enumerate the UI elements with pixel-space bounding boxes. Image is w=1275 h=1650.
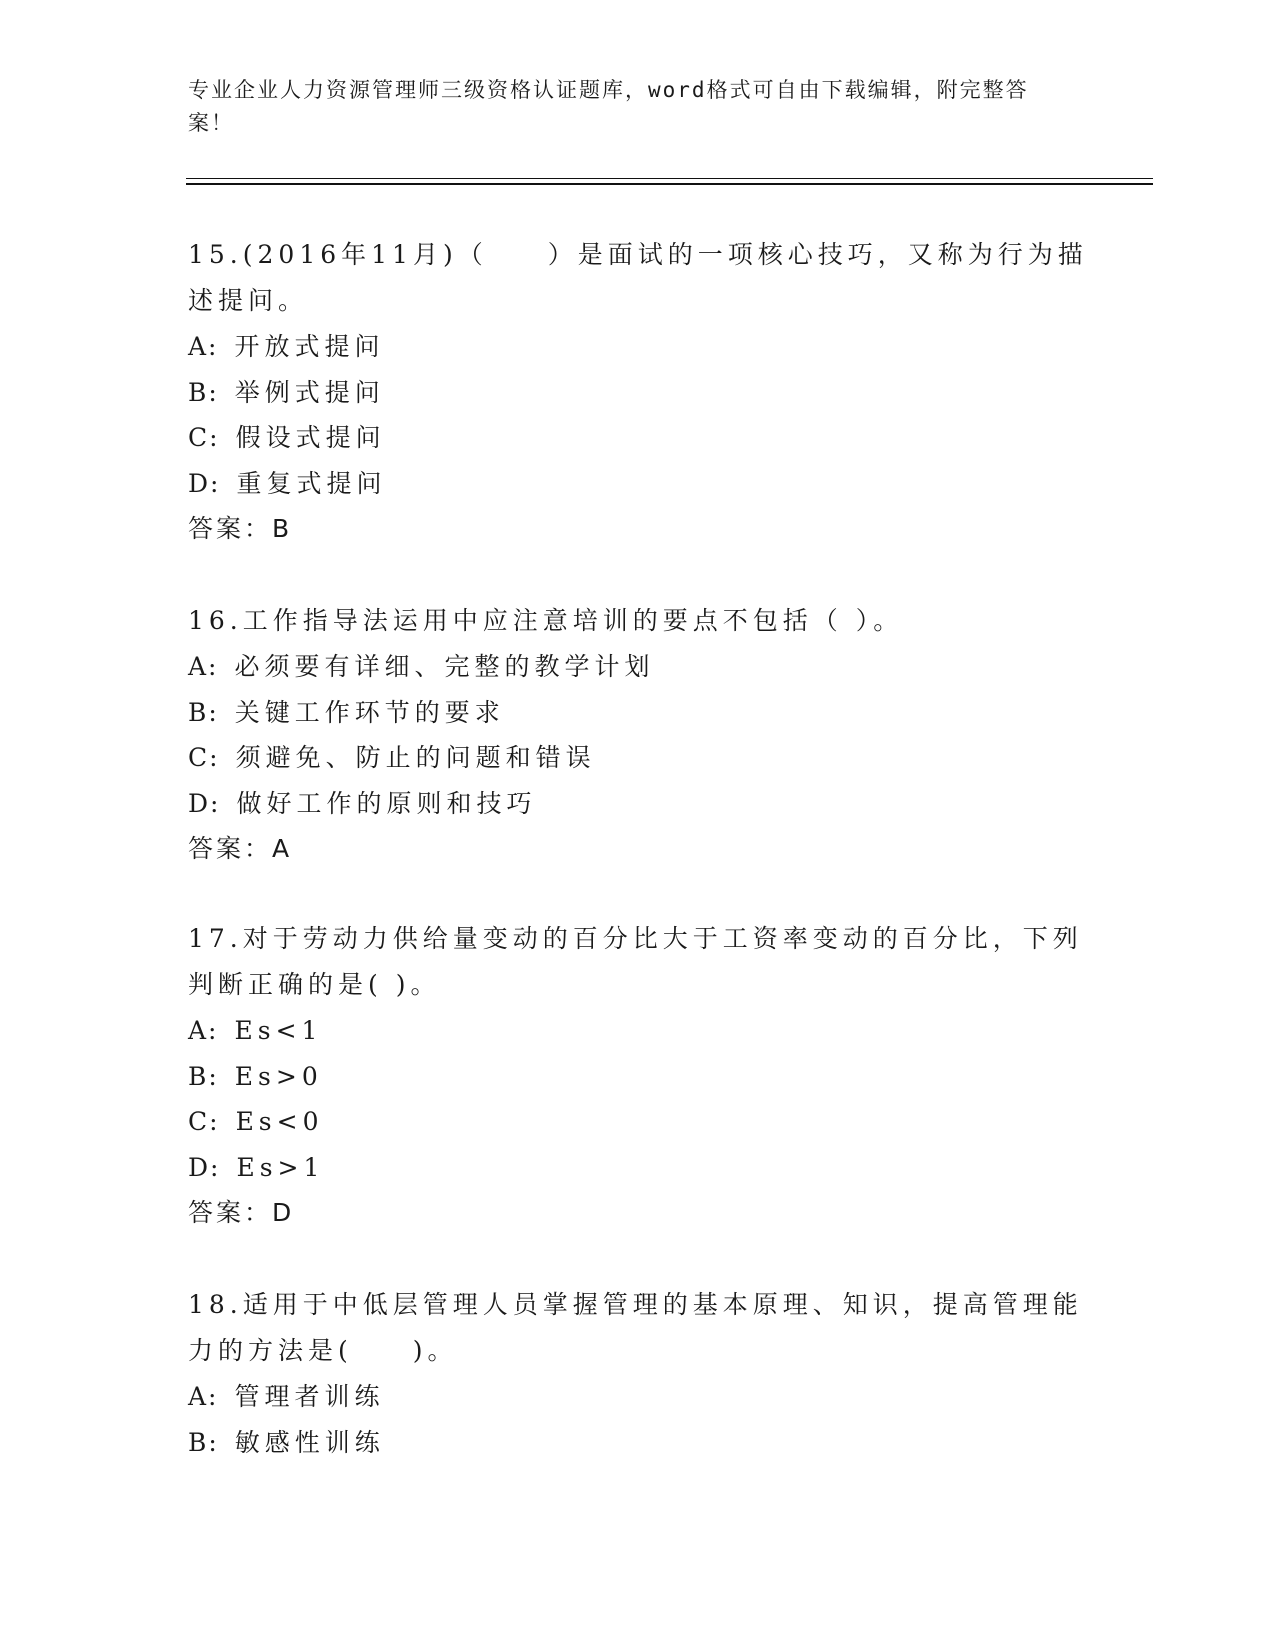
option-text: Es<1: [234, 1016, 323, 1045]
option-d: [188, 1145, 1088, 1191]
option-label: D:: [188, 788, 221, 818]
option-text: Es>1: [236, 1152, 325, 1182]
option-label: A:: [188, 1016, 219, 1045]
option-text: 须避免、防止的问题和错误: [235, 743, 596, 772]
header-divider-thick: [186, 183, 1153, 185]
option-b: [188, 370, 1088, 416]
option-a: [188, 324, 1088, 370]
header-divider-thin: [186, 178, 1153, 179]
option-text: 重复式提问: [236, 468, 387, 498]
question-stem: 18.适用于中低层管理人员掌握管理的基本原理、知识，提高管理能力的方法是( )。: [188, 1290, 1083, 1365]
option-a: [188, 644, 1088, 690]
option-label: A:: [188, 652, 219, 681]
option-label: A:: [188, 1382, 219, 1411]
option-text: 敏感性训练: [234, 1427, 385, 1457]
option-text: 举例式提问: [234, 377, 385, 407]
option-text: 假设式提问: [235, 423, 386, 452]
option-b: [188, 1054, 1088, 1100]
option-a: [188, 1008, 1088, 1054]
answer-line: 答案：B: [188, 514, 293, 543]
option-c: [188, 1099, 1088, 1145]
option-b: [188, 690, 1088, 736]
option-label: C:: [188, 1107, 220, 1136]
option-label: B:: [188, 377, 219, 407]
option-c: [188, 735, 1088, 781]
option-b: [188, 1420, 1088, 1466]
option-label: D:: [188, 1152, 221, 1182]
question-17: [188, 916, 1088, 1236]
answer-line: 答案：D: [188, 1198, 295, 1227]
option-text: 开放式提问: [234, 332, 385, 361]
option-label: C:: [188, 423, 220, 452]
option-text: 做好工作的原则和技巧: [236, 788, 537, 818]
option-c: [188, 415, 1088, 461]
option-label: C:: [188, 743, 220, 772]
option-text: 关键工作环节的要求: [234, 697, 505, 727]
option-d: [188, 461, 1088, 507]
option-a: [188, 1374, 1088, 1420]
option-text: Es>0: [234, 1061, 323, 1091]
option-text: Es<0: [235, 1107, 324, 1136]
question-stem: 16.工作指导法运用中应注意培训的要点不包括（ ）。: [188, 606, 904, 635]
option-text: 必须要有详细、完整的教学计划: [234, 652, 655, 681]
option-label: D:: [188, 468, 221, 498]
question-stem: 15.(2016年11月)（ ）是面试的一项核心技巧，又称为行为描述提问。: [188, 240, 1088, 315]
question-18: [188, 1282, 1088, 1465]
question-stem: 17.对于劳动力供给量变动的百分比大于工资率变动的百分比，下列判断正确的是( )。: [188, 924, 1083, 999]
answer-line: 答案：A: [188, 834, 293, 863]
option-label: B:: [188, 1427, 219, 1457]
document-header: 专业企业人力资源管理师三级资格认证题库，word格式可自由下载编辑，附完整答案！: [188, 78, 1029, 135]
option-label: A:: [188, 332, 219, 361]
option-d: [188, 781, 1088, 827]
question-15: [188, 232, 1088, 552]
option-label: B:: [188, 697, 219, 727]
question-16: [188, 598, 1088, 872]
option-label: B:: [188, 1061, 219, 1091]
option-text: 管理者训练: [234, 1382, 385, 1411]
